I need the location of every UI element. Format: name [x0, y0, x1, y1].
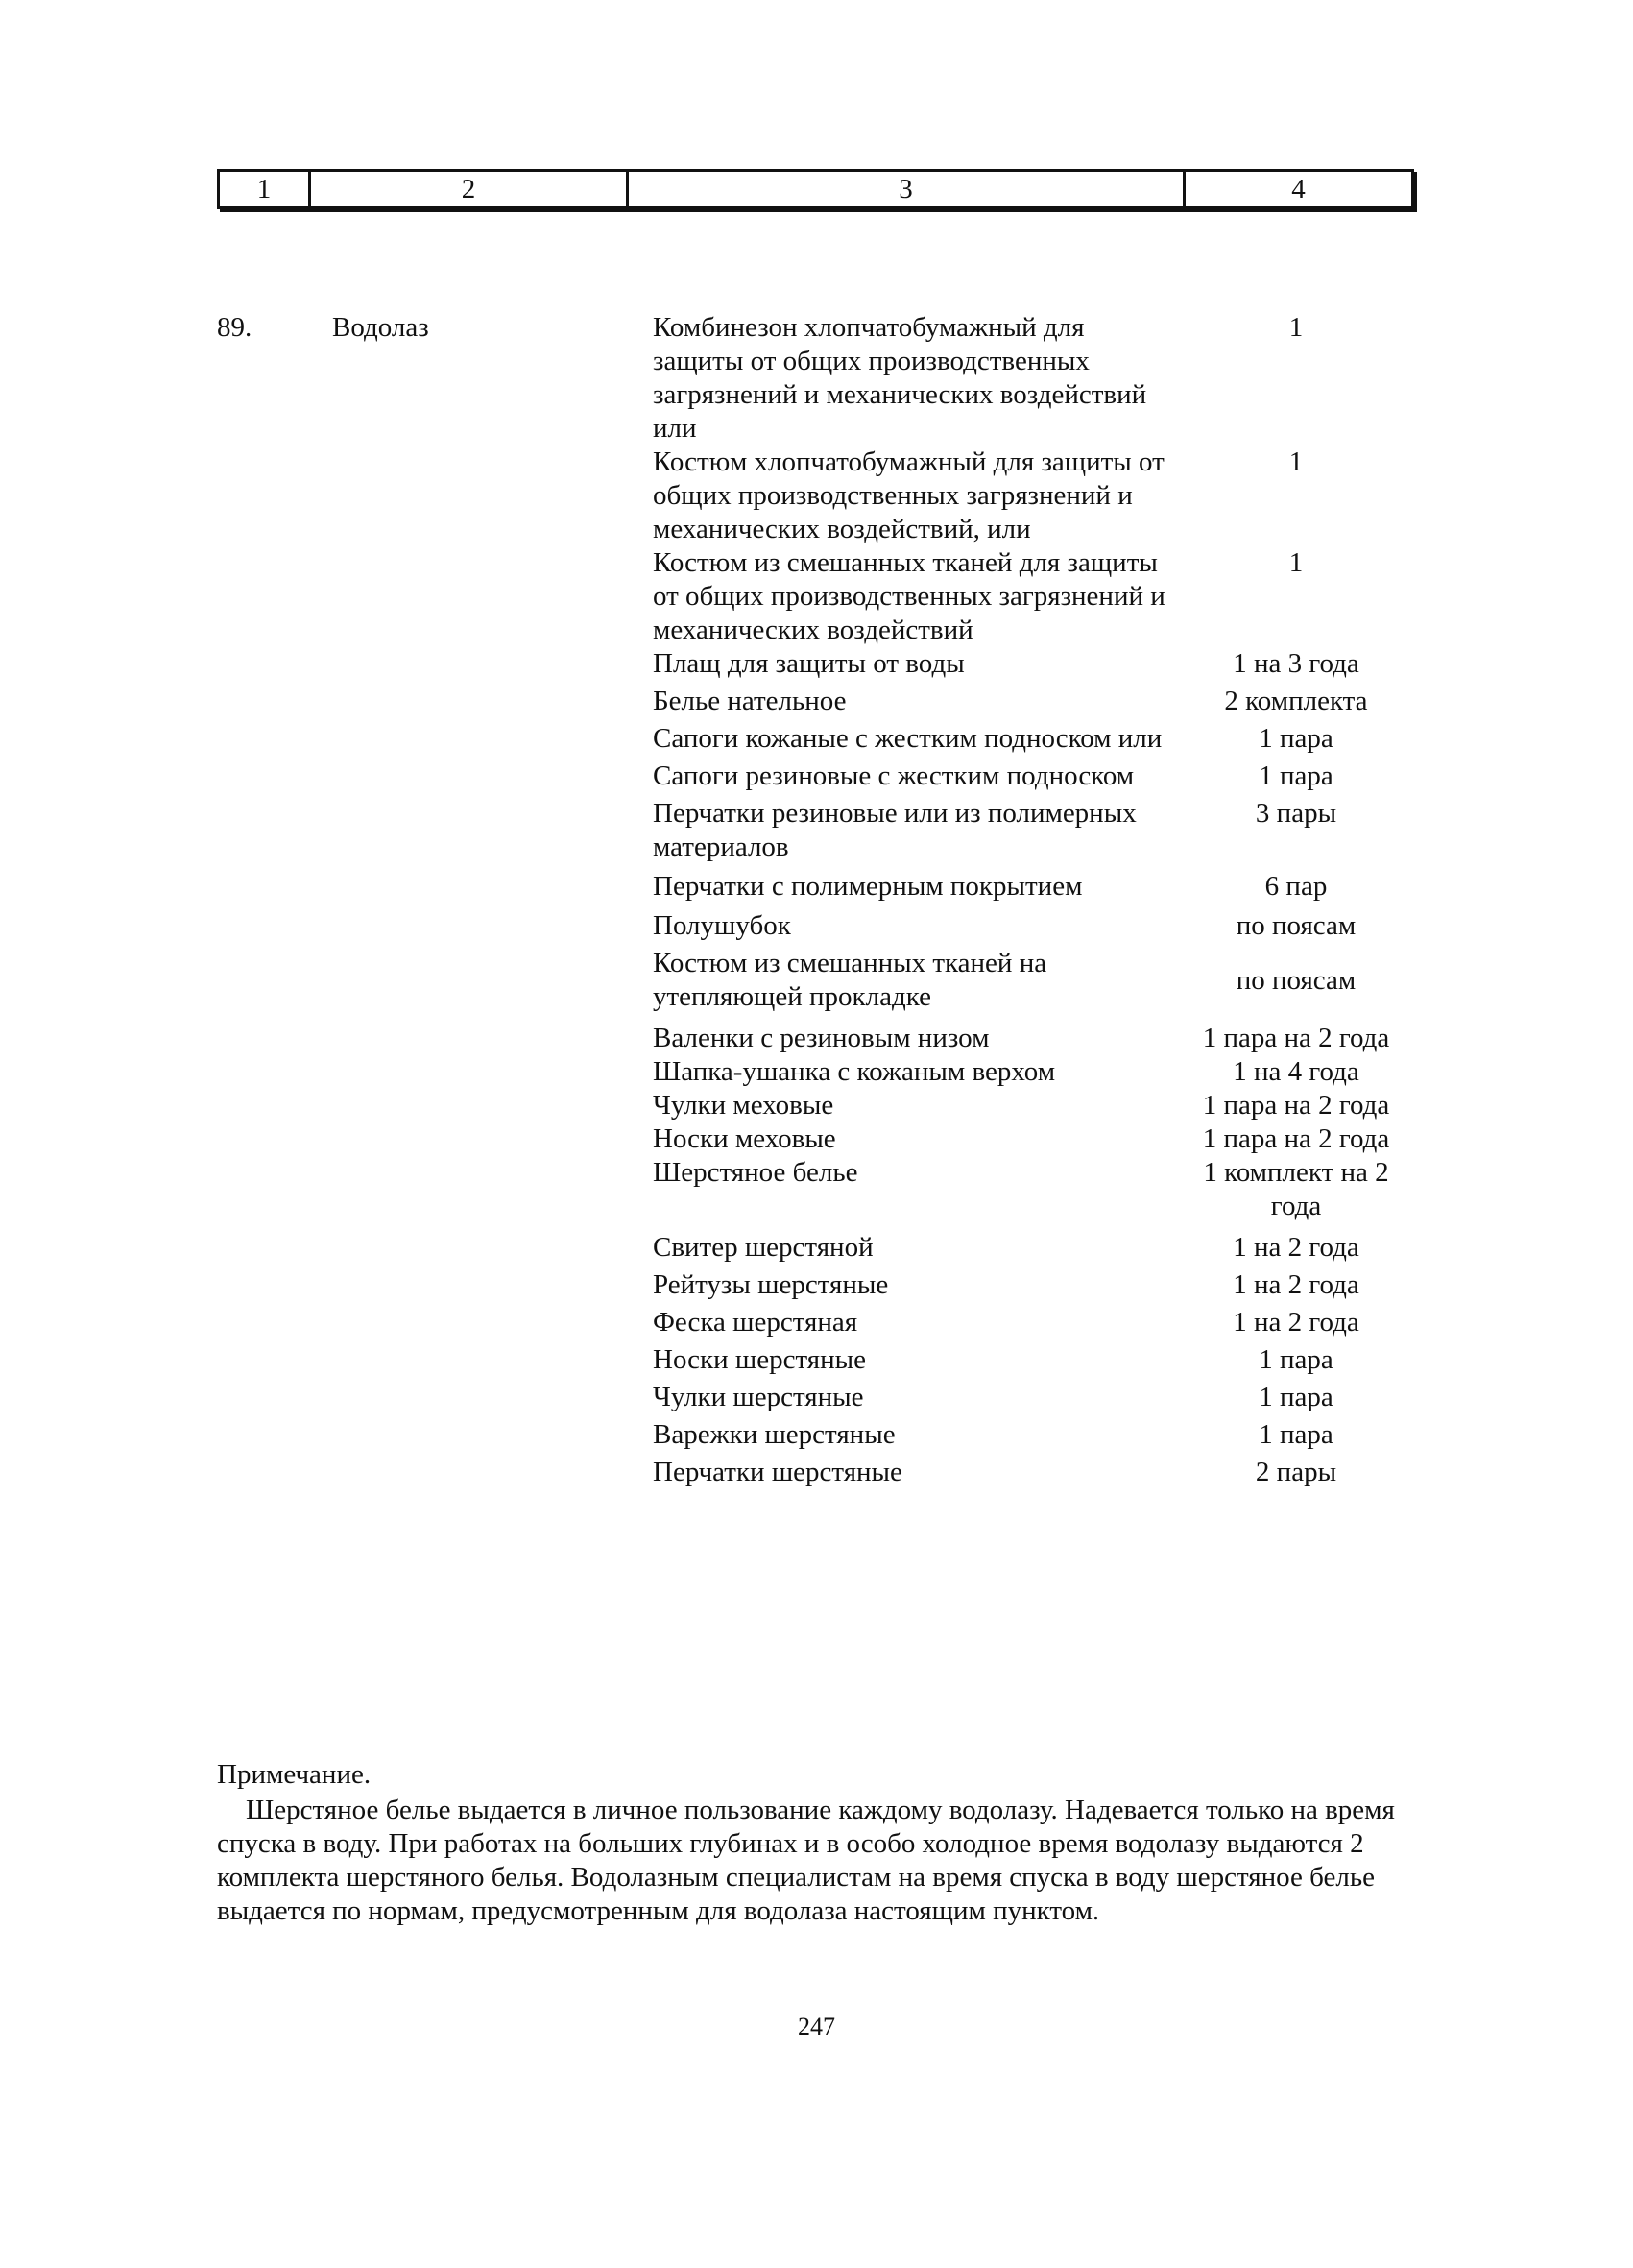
items-list	[653, 311, 1402, 1489]
item-name: Сапоги кожаные с жестким подноском или	[653, 723, 1163, 754]
list-item	[653, 1156, 1402, 1223]
item-qty: 1 на 2 года	[1233, 1232, 1359, 1263]
item-qty: 1 пара	[1259, 1344, 1333, 1375]
item-qty: 1	[1288, 446, 1304, 477]
item-name: Сапоги резиновые с жестким подноском	[653, 760, 1135, 791]
item-name: Чулки меховые	[653, 1090, 834, 1121]
item-name: Костюм хлопчатобумажный для защиты от общих производственных загрязнений и механических воздействий, или	[653, 446, 1165, 544]
list-item	[653, 909, 1402, 943]
list-item	[653, 947, 1402, 1014]
item-qty: по поясам	[1236, 910, 1357, 941]
item-name: Полушубок	[653, 910, 791, 941]
list-item	[653, 1456, 1402, 1489]
list-item	[653, 1231, 1402, 1265]
list-item	[653, 446, 1402, 546]
item-name: Носки шерстяные	[653, 1344, 866, 1375]
item-name: Перчатки шерстяные	[653, 1457, 902, 1487]
list-item	[653, 546, 1402, 647]
list-item	[653, 311, 1402, 446]
column-header-table	[217, 169, 1414, 209]
list-item	[653, 1343, 1402, 1377]
list-item	[653, 760, 1402, 793]
list-item	[653, 1381, 1402, 1414]
item-qty: 1 пара	[1259, 723, 1333, 754]
list-item	[653, 1022, 1402, 1055]
item-qty: 1 на 2 года	[1233, 1307, 1359, 1338]
item-name: Носки меховые	[653, 1123, 836, 1154]
item-name: Чулки шерстяные	[653, 1382, 864, 1412]
item-name: Костюм из смешанных тканей на утепляющей прокладке	[653, 948, 1047, 1012]
item-name: Костюм из смешанных тканей для защиты от общих производственных загрязнений и механических воздействий	[653, 547, 1165, 645]
item-qty: 1 пара	[1259, 1382, 1333, 1412]
list-item	[653, 647, 1402, 681]
item-name: Белье нательное	[653, 686, 847, 716]
item-name: Комбинезон хлопчатобумажный для защиты от общих производственных загрязнений и механических воздействий или	[653, 312, 1147, 444]
item-qty: 3 пары	[1255, 798, 1337, 829]
item-qty: 1 пара на 2 года	[1202, 1023, 1390, 1053]
item-name: Шерстяное белье	[653, 1157, 858, 1188]
item-qty: 1	[1288, 547, 1304, 578]
item-qty: 1 пара на 2 года	[1202, 1123, 1390, 1154]
list-item	[653, 1306, 1402, 1339]
entry-profession: Водолаз	[332, 312, 429, 343]
item-name: Перчатки с полимерным покрытием	[653, 871, 1083, 902]
item-qty: 1 пара на 2 года	[1202, 1090, 1390, 1121]
item-qty: 1 на 4 года	[1233, 1056, 1359, 1087]
list-item	[653, 685, 1402, 718]
note-text: Шерстяное белье выдается в личное пользование каждому водолазу. Надевается только на время спуска в воду. При работах на больших глубинах и в особо холодное время водолазу выдаются 2 комплекта шерстяного белья. Водолазным специалистам на время спуска в воду шерстяное белье выдается по нормам, предусмотренным для водолаза настоящим пунктом.	[217, 1795, 1395, 1926]
item-name: Шапка-ушанка с кожаным верхом	[653, 1056, 1056, 1087]
list-item	[653, 1268, 1402, 1302]
item-qty: 2 комплекта	[1224, 686, 1368, 716]
list-item	[653, 1055, 1402, 1089]
page-number: 247	[798, 2013, 835, 2040]
column-header-1: 1	[220, 172, 311, 206]
list-item	[653, 870, 1402, 904]
item-name: Валенки с резиновым низом	[653, 1023, 990, 1053]
item-name: Свитер шерстяной	[653, 1232, 874, 1263]
item-qty: 1 на 2 года	[1233, 1269, 1359, 1300]
column-header-4: 4	[1291, 173, 1306, 205]
entry-number: 89.	[217, 312, 252, 343]
column-header-2: 2	[311, 172, 629, 206]
item-name: Варежки шерстяные	[653, 1419, 896, 1450]
item-qty: 1 пара	[1259, 760, 1333, 791]
item-name: Перчатки резиновые или из полимерных материалов	[653, 798, 1137, 862]
note-title: Примечание.	[217, 1759, 372, 1790]
item-qty: 6 пар	[1264, 871, 1328, 902]
item-qty: 2 пары	[1255, 1457, 1337, 1487]
item-name: Плащ для защиты от воды	[653, 648, 965, 679]
item-qty: 1 комплект на 2 года	[1203, 1157, 1389, 1221]
item-name: Феска шерстяная	[653, 1307, 858, 1338]
list-item	[653, 1089, 1402, 1122]
list-item	[653, 1122, 1402, 1156]
list-item	[653, 1418, 1402, 1452]
item-qty: 1	[1288, 312, 1304, 343]
column-header-3: 3	[629, 172, 1186, 206]
item-qty: 1 на 3 года	[1233, 648, 1359, 679]
item-qty: 1 пара	[1259, 1419, 1333, 1450]
item-name: Рейтузы шерстяные	[653, 1269, 889, 1300]
list-item	[653, 722, 1402, 756]
item-qty: по поясам	[1236, 964, 1357, 996]
list-item	[653, 797, 1402, 864]
